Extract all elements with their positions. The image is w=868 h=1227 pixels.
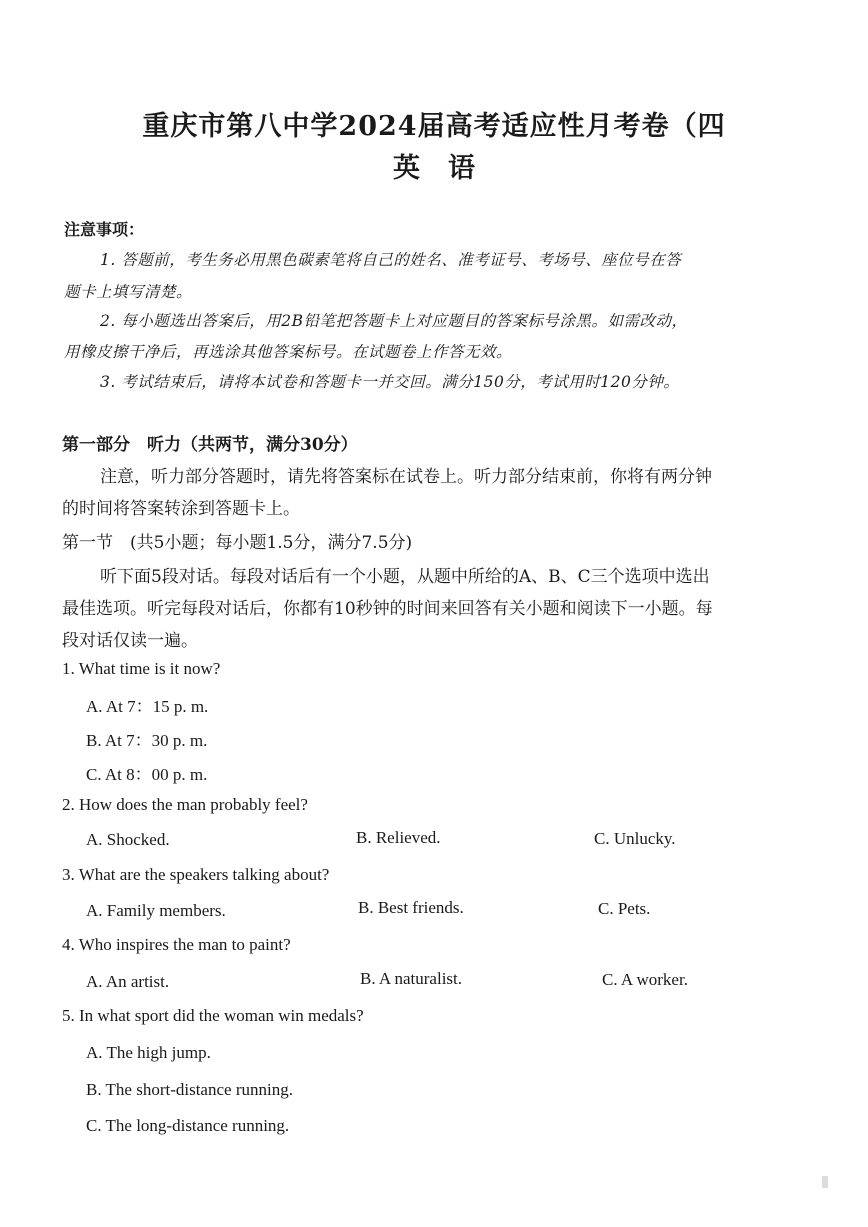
section-1-line-3: 段对话仅读一遍。 xyxy=(62,631,198,651)
question-1-option-c: C. At 8：00 p. m. xyxy=(86,765,208,784)
notice-item-1-line-1: 1. 答题前，考生务必用黑色碳素笔将自己的姓名、准考证号、考场号、座位号在答 xyxy=(100,251,682,269)
question-3-option-c: C. Pets. xyxy=(598,899,651,918)
subject-title: 英语 xyxy=(393,153,503,184)
question-4-stem: 4. Who inspires the man to paint? xyxy=(62,935,291,954)
question-2-stem: 2. How does the man probably feel? xyxy=(62,795,308,814)
part-1-heading: 第一部分 听力（共两节，满分30分） xyxy=(62,435,358,455)
notice-heading: 注意事项： xyxy=(64,220,145,239)
question-4-option-a: A. An artist. xyxy=(86,972,170,991)
question-5-stem: 5. In what sport did the woman win medals? xyxy=(62,1006,364,1025)
question-1-stem: 1. What time is it now? xyxy=(62,659,221,678)
question-5-option-c: C. The long-distance running. xyxy=(86,1116,290,1135)
exam-title: 重庆市第八中学2024届高考适应性月考卷（四 xyxy=(142,111,726,142)
question-5-option-a: A. The high jump. xyxy=(86,1043,211,1062)
question-5-option-b: B. The short-distance running. xyxy=(86,1080,293,1099)
scan-mark xyxy=(822,1176,828,1188)
question-2-option-a: A. Shocked. xyxy=(86,830,170,849)
section-1-line-1: 听下面5段对话。每段对话后有一个小题，从题中所给的A、B、C三个选项中选出 xyxy=(100,567,710,587)
part-1-intro-line-2: 的时间将答案转涂到答题卡上。 xyxy=(62,499,300,519)
section-1-line-2: 最佳选项。听完每段对话后，你都有10秒钟的时间来回答有关小题和阅读下一小题。每 xyxy=(62,599,713,619)
question-1-option-b: B. At 7：30 p. m. xyxy=(86,731,208,750)
question-3-stem: 3. What are the speakers talking about? xyxy=(62,865,330,884)
section-1-heading: 第一节 (共5小题；每小题1.5分，满分7.5分) xyxy=(62,533,413,553)
question-1-option-a: A. At 7：15 p. m. xyxy=(86,697,209,716)
question-4-option-c: C. A worker. xyxy=(602,970,688,989)
question-2-option-c: C. Unlucky. xyxy=(594,829,676,848)
question-3-option-a: A. Family members. xyxy=(86,901,226,920)
notice-item-3: 3. 考试结束后，请将本试卷和答题卡一并交回。满分150分，考试用时120分钟。 xyxy=(100,373,680,391)
notice-item-2-line-2: 用橡皮擦干净后，再选涂其他答案标号。在试题卷上作答无效。 xyxy=(64,343,513,361)
notice-item-1-line-2: 题卡上填写清楚。 xyxy=(64,283,193,301)
question-2-option-b: B. Relieved. xyxy=(356,828,441,847)
question-4-option-b: B. A naturalist. xyxy=(360,969,462,988)
question-3-option-b: B. Best friends. xyxy=(358,898,464,917)
notice-item-2-line-1: 2. 每小题选出答案后，用2B铅笔把答题卡上对应题目的答案标号涂黑。如需改动， xyxy=(100,312,688,330)
part-1-intro-line-1: 注意，听力部分答题时，请先将答案标在试卷上。听力部分结束前，你将有两分钟 xyxy=(100,467,712,487)
